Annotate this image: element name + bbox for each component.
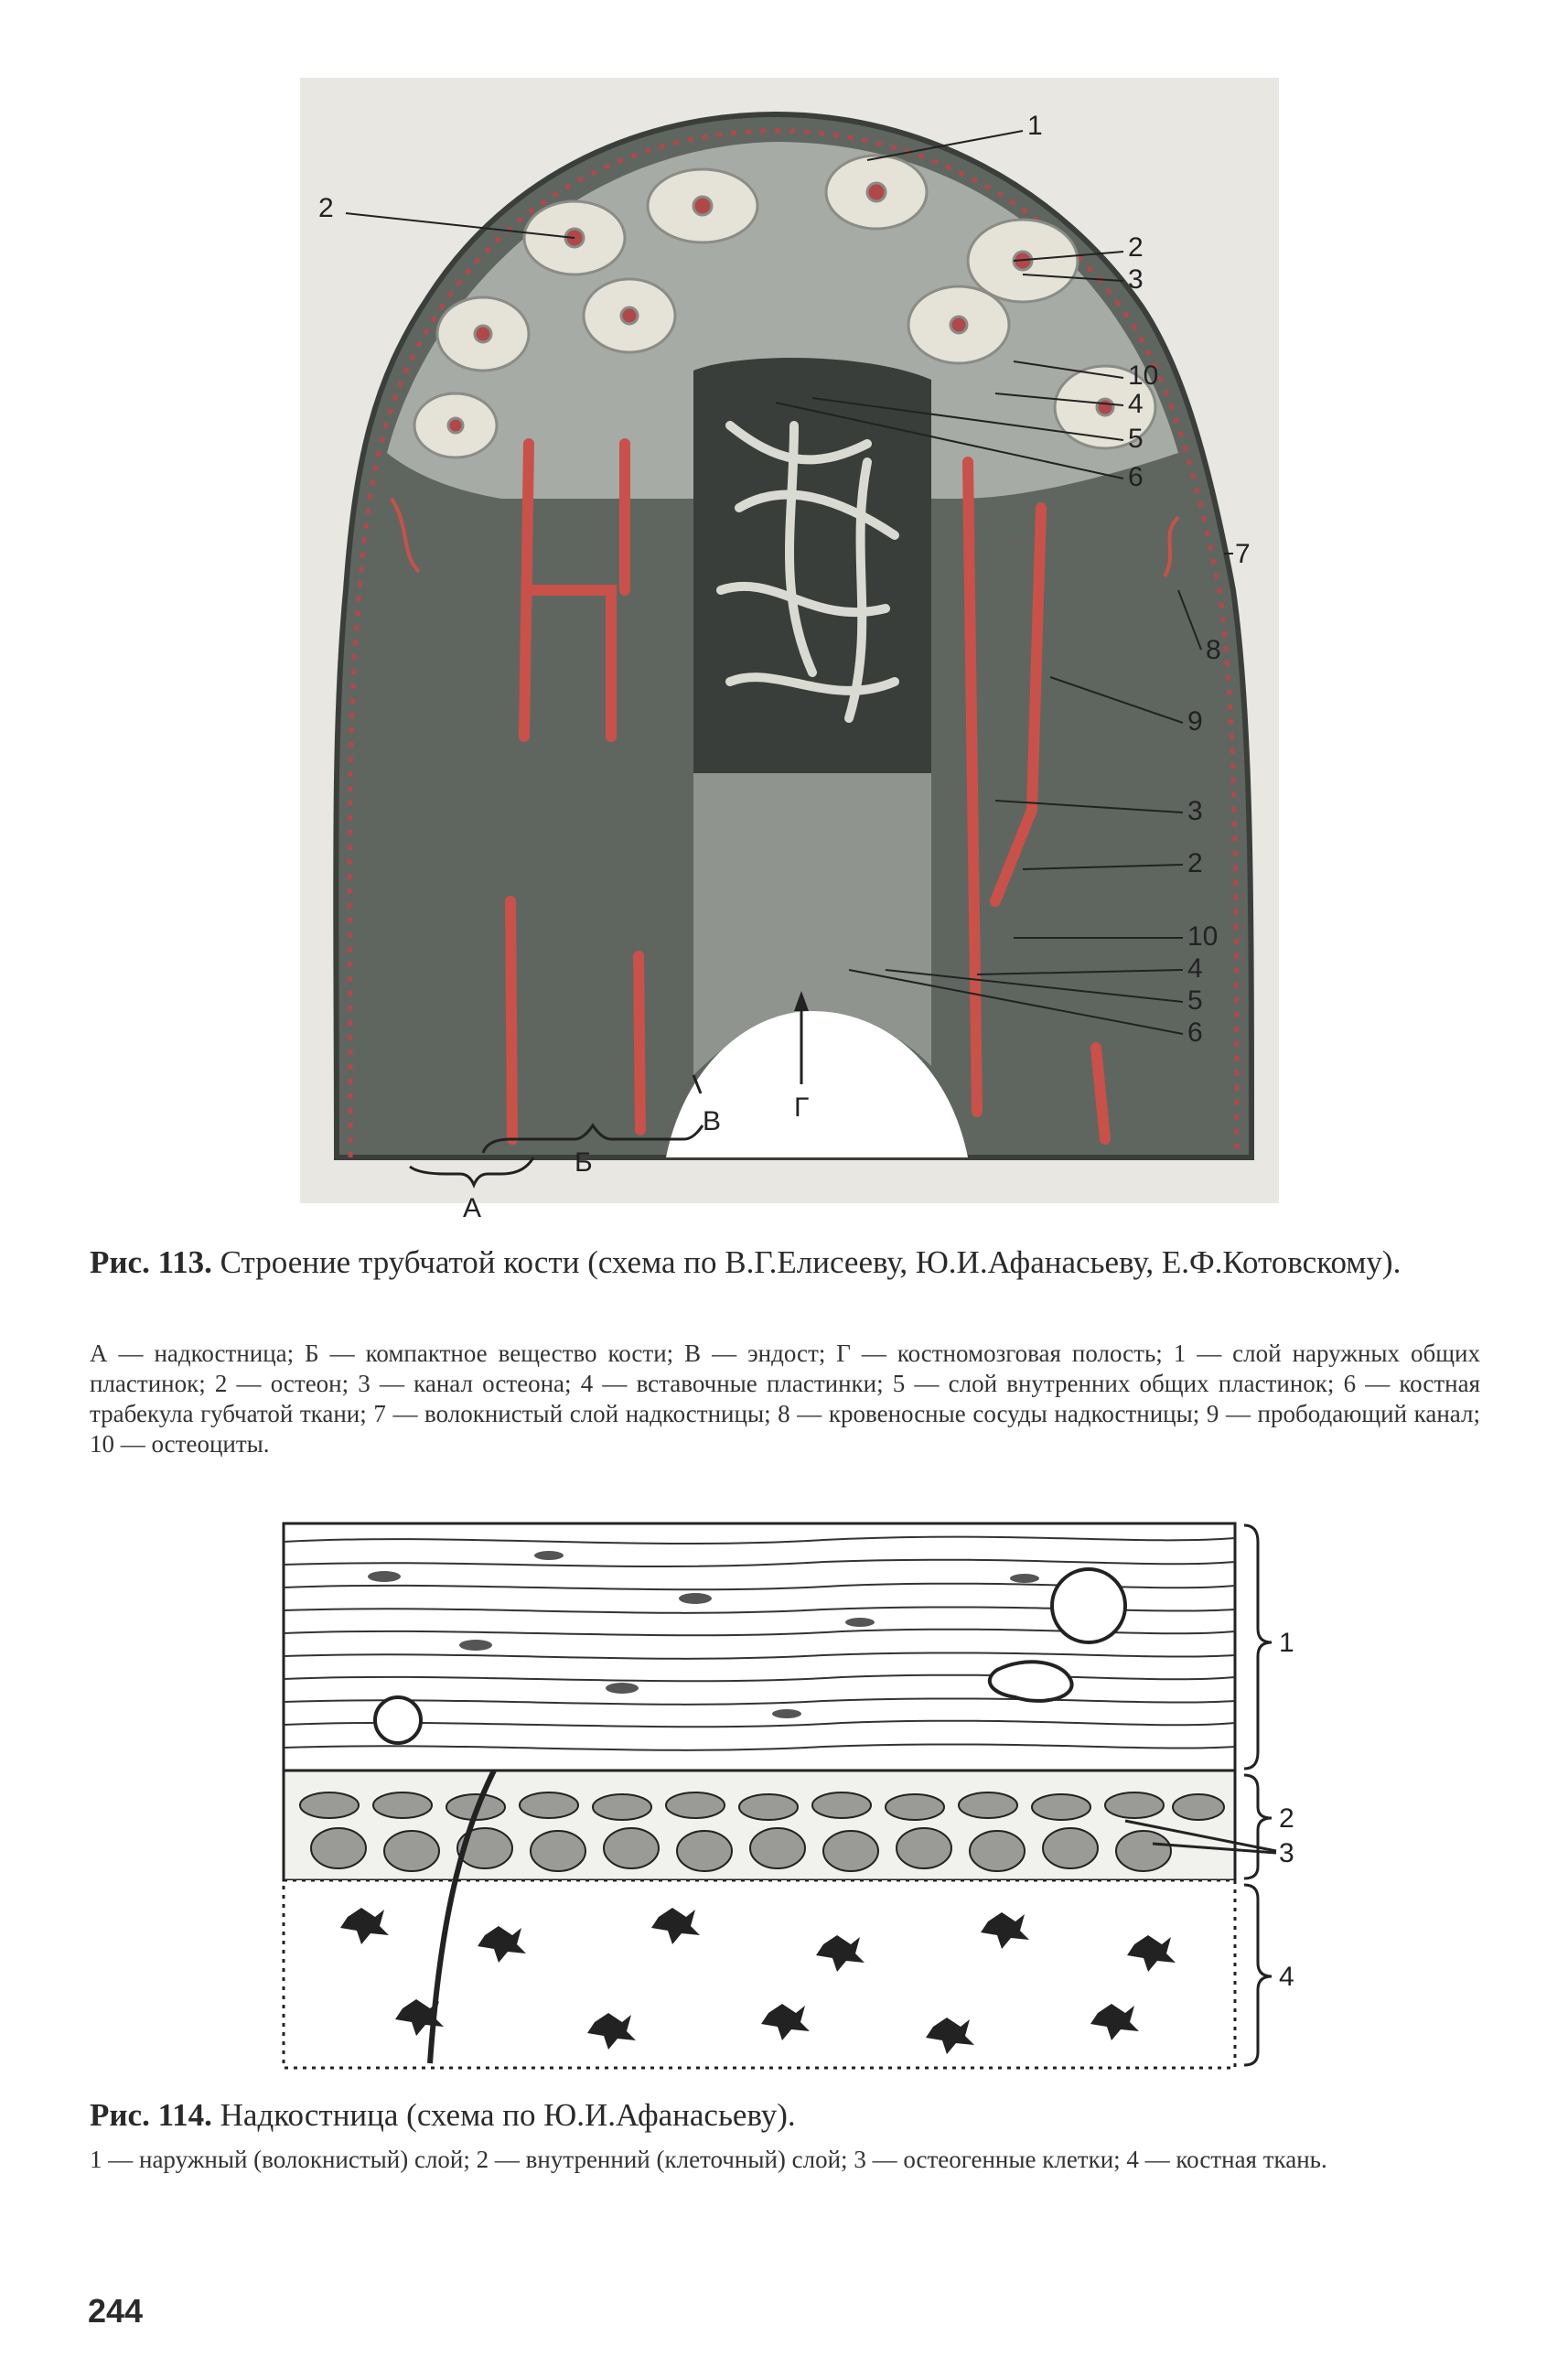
figure-114-legend: 1 — наружный (волокнистый) слой; 2 — внутренний (клеточный) слой; 3 — остеогенные клетки; 4 — костная ткань.	[90, 2146, 1327, 2173]
label-3-top: 3	[1128, 264, 1144, 295]
figure-113-caption-title	[90, 1243, 1480, 1283]
label-5-top: 5	[1128, 424, 1144, 454]
label-114-2: 2	[1279, 1803, 1294, 1834]
figure-113-number: Рис. 113.	[90, 1244, 212, 1280]
figure-113-illustration	[300, 78, 1279, 1223]
figure-114-illustration	[274, 1514, 1308, 2082]
label-2-bottom: 2	[1187, 848, 1203, 878]
label-7: 7	[1235, 539, 1251, 569]
label-8: 8	[1206, 635, 1221, 665]
figure-113-title-text: Строение трубчатой кости (схема по В.Г.Елисееву, Ю.И.Афанасьеву, Е.Ф.Котовскому).	[211, 1244, 1402, 1280]
label-1: 1	[1027, 111, 1043, 141]
label-3-bottom: 3	[1187, 796, 1203, 826]
bone-tissue-layer	[284, 1880, 1235, 2068]
label-A: А	[463, 1193, 482, 1223]
fibrous-layer	[284, 1523, 1235, 1770]
label-6-top: 6	[1128, 462, 1144, 492]
spongy-bone-region	[693, 358, 931, 773]
label-114-3: 3	[1279, 1838, 1294, 1868]
label-4-top: 4	[1128, 389, 1144, 419]
label-114-1: 1	[1279, 1628, 1294, 1658]
label-10-bottom: 10	[1187, 921, 1219, 952]
label-6-bottom: 6	[1187, 1017, 1203, 1048]
label-B: Б	[575, 1147, 593, 1178]
label-2-right: 2	[1128, 232, 1144, 263]
figure-114-title-text: Надкостница (схема по Ю.И.Афанасьеву).	[211, 2097, 796, 2133]
label-V: В	[703, 1106, 722, 1136]
label-5-bottom: 5	[1187, 985, 1203, 1016]
figure-113-legend: А — надкостница; Б — компактное вещество кости; В — эндост; Г — костномозговая полость; 1 — слой наружных общих пластинок; 2 — остеон; 3 — канал остеона; 4 — вставочные пластинки; 5 — слой внутренних общих пластинок; 6 — костная трабекула губчатой ткани; 7 — волокнистый слой надкостницы; 8 — кровеносные сосуды надкостницы; 9 — прободающий канал; 10 — остеоциты.	[90, 1340, 1480, 1458]
label-10-top: 10	[1128, 361, 1159, 391]
label-9: 9	[1187, 706, 1203, 737]
label-2-left: 2	[318, 193, 334, 223]
label-4-bottom: 4	[1187, 953, 1203, 984]
figure-114-labels	[1279, 1628, 1294, 1992]
label-G: Г	[794, 1092, 810, 1123]
page-number: 244	[88, 2292, 144, 2330]
figure-114-caption-title	[90, 2095, 1480, 2136]
label-114-4: 4	[1279, 1962, 1294, 1992]
figure-114-number: Рис. 114.	[90, 2097, 212, 2133]
